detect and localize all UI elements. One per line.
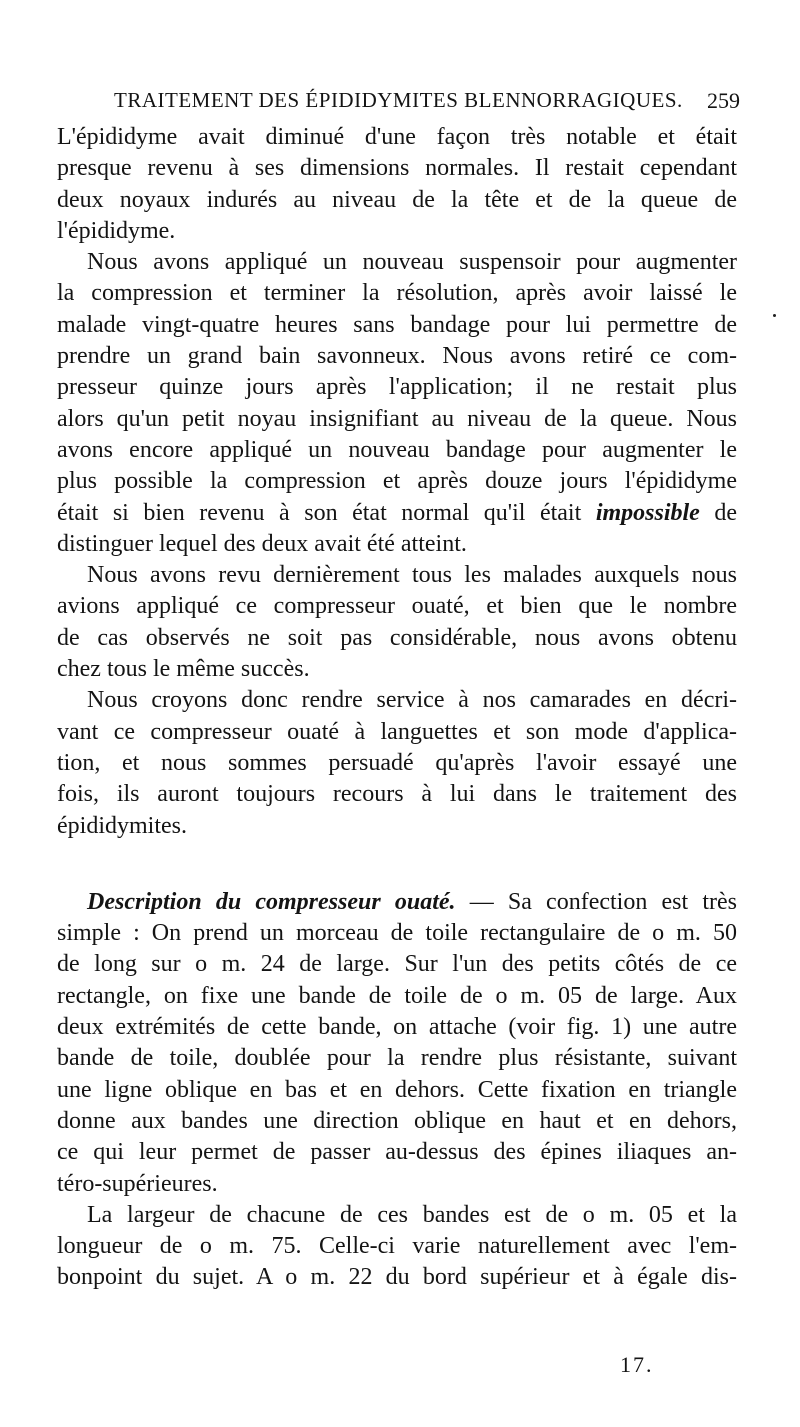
section-heading-line <box>57 887 737 918</box>
text-line: donne aux bandes une direction oblique en haut et en dehors, <box>57 1107 737 1134</box>
text-line: deux noyaux indurés au niveau de la tête et de la queue de <box>57 186 737 213</box>
text-line: longueur de o m. 75. Celle-ci varie naturellement avec l'em- <box>57 1233 737 1260</box>
text-line: malade vingt-quatre heures sans bandage pour lui permettre de <box>57 311 737 338</box>
text-line: une ligne oblique en bas et en dehors. Cette fixation en triangle <box>57 1076 737 1103</box>
text-line: chez tous le même succès. <box>57 656 310 683</box>
text-line: distinguer lequel des deux avait été atteint. <box>57 530 467 557</box>
text-line: presseur quinze jours après l'application; il ne restait plus <box>57 374 737 401</box>
text-line: — Sa confection est très <box>455 888 737 915</box>
text-line: L'épididyme avait diminué d'une façon très notable et était <box>57 124 737 150</box>
text-line: prendre un grand bain savonneux. Nous avons retiré ce com- <box>57 343 737 370</box>
text-line: Nous avons revu dernièrement tous les malades auxquels nous <box>87 562 737 589</box>
text-line: deux extrémités de cette bande, on attache (voir fig. 1) une autre <box>57 1014 737 1041</box>
margin-speck <box>773 314 776 317</box>
section-gap <box>57 842 737 887</box>
section-heading: Description du compresseur ouaté. <box>87 888 456 915</box>
text-line: simple : On prend un morceau de toile rectangulaire de o m. 50 <box>57 920 737 947</box>
text-line: La largeur de chacune de ces bandes est de o m. 05 et la <box>87 1201 737 1228</box>
text-line: la compression et terminer la résolution, après avoir laissé le <box>57 280 737 307</box>
text-line: bande de toile, doublée pour la rendre plus résistante, suivant <box>57 1045 737 1072</box>
text-line: avons encore appliqué un nouveau bandage pour augmenter le <box>57 436 737 463</box>
running-head <box>100 88 740 120</box>
text-line: tion, et nous sommes persuadé qu'après l'avoir essayé une <box>57 749 737 776</box>
text-line: de cas observés ne soit pas considérable, nous avons obtenu <box>57 624 737 651</box>
text-line: ce qui leur permet de passer au-dessus des épines iliaques an- <box>57 1139 737 1166</box>
emphasized-word: impossible <box>595 499 700 526</box>
text-line: presque revenu à ses dimensions normales. Il restait cependant <box>57 155 737 182</box>
text-line: avions appliqué ce compresseur ouaté, et bien que le nombre <box>57 593 737 620</box>
text-line: rectangle, on fixe une bande de toile de o m. 05 de large. Aux <box>57 982 737 1009</box>
running-title: TRAITEMENT DES ÉPIDIDYMITES BLENNORRAGIQUES. <box>114 88 683 112</box>
text-line: Nous croyons donc rendre service à nos camarades en décri- <box>87 687 737 714</box>
body-text <box>57 122 737 1294</box>
signature-mark: 17. <box>620 1352 654 1377</box>
page-number: 259 <box>707 88 740 113</box>
text-line: Nous avons appliqué un nouveau suspensoir pour augmenter <box>87 249 737 276</box>
text-line: alors qu'un petit noyau insignifiant au niveau de la queue. Nous <box>57 405 737 432</box>
text-line: de long sur o m. 24 de large. Sur l'un des petits côtés de ce <box>57 951 737 978</box>
text-line: épididymites. <box>57 812 187 839</box>
text-line: plus possible la compression et après douze jours l'épididyme <box>57 468 737 495</box>
text-line-with-emphasis: était si bien revenu à son état normal qu'il était impossible de <box>57 499 737 526</box>
text-line: l'épididyme. <box>57 217 176 244</box>
text-line: téro-supérieures. <box>57 1170 218 1197</box>
text-line: vant ce compresseur ouaté à languettes et son mode d'applica- <box>57 718 737 745</box>
text-line: fois, ils auront toujours recours à lui dans le traitement des <box>57 781 737 808</box>
text-line: bonpoint du sujet. A o m. 22 du bord supérieur et à égale dis- <box>57 1264 737 1291</box>
